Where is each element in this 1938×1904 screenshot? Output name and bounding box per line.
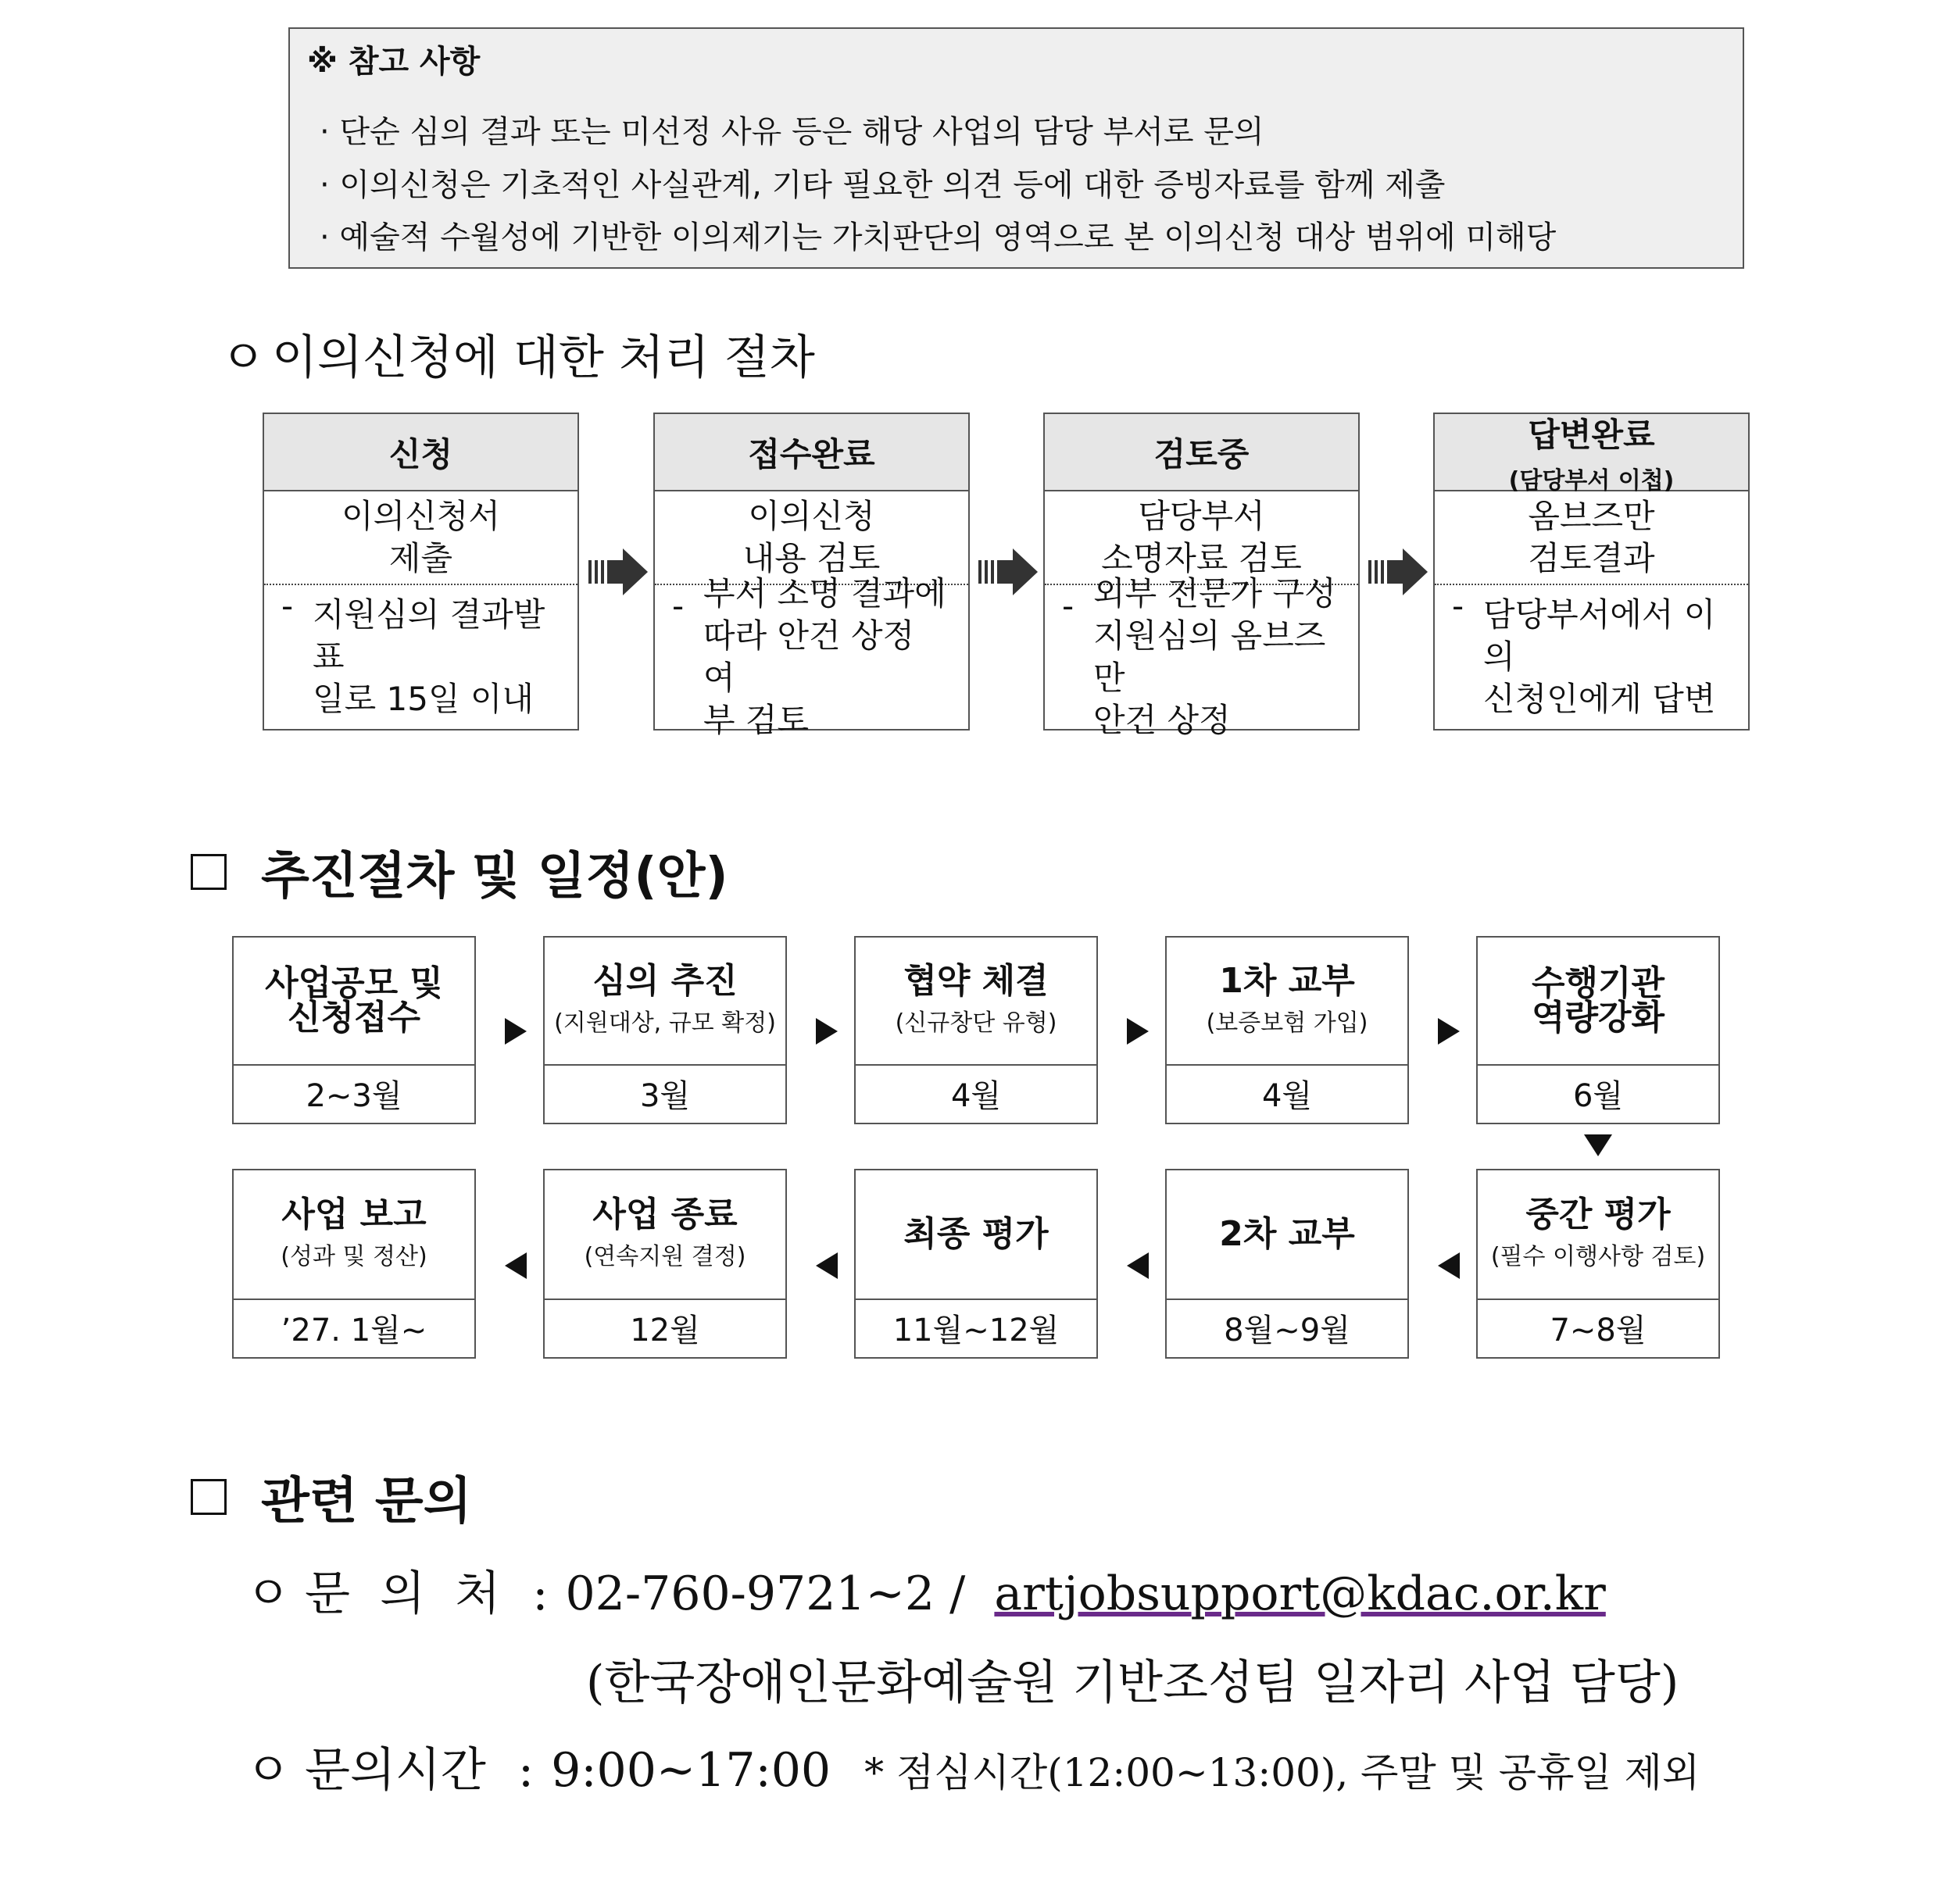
reference-title: ※ 참고 사항 — [307, 44, 481, 80]
contact-label: 문 의 처 — [305, 1566, 501, 1621]
schedule-step-title: 사업 종료 — [592, 1195, 738, 1234]
schedule-step-subtitle: (연속지원 결정) — [584, 1243, 746, 1270]
schedule-step — [854, 1169, 1098, 1359]
schedule-step — [543, 1169, 787, 1359]
triangle-left-icon — [816, 1252, 838, 1279]
schedule-step-period: ’27. 1월~ — [281, 1313, 427, 1349]
triangle-down-icon — [1584, 1134, 1612, 1156]
step-main-line: 소명자료 검토 — [1101, 539, 1302, 577]
schedule-step — [232, 936, 476, 1124]
bullet-icon: ㅇ — [245, 1566, 291, 1621]
reference-item: · 이의신청은 기초적인 사실관계, 기타 필요한 의견 등에 대한 증빙자료를 함께 제출 — [320, 167, 1446, 203]
procedure-step-apply — [263, 413, 579, 731]
contact-heading — [191, 1461, 472, 1533]
triangle-left-icon — [1127, 1252, 1149, 1279]
contact-label: 문의시간 — [305, 1743, 486, 1798]
schedule-step-header — [1478, 1170, 1718, 1300]
schedule-step-period: 2~3월 — [306, 1078, 402, 1114]
step-title: 접수완료 — [748, 434, 875, 473]
step-main — [264, 491, 577, 585]
triangle-right-icon — [1438, 1018, 1460, 1045]
triangle-right-icon — [816, 1018, 838, 1045]
schedule-step-title: 협약 체결 — [903, 961, 1049, 1001]
schedule-step-period: 7~8월 — [1550, 1313, 1647, 1349]
schedule-step-title: 2차 교부 — [1219, 1214, 1355, 1254]
step-detail-text: 지원심의 결과발표 일로 15일 이내 — [313, 595, 545, 718]
step-header — [1435, 414, 1748, 495]
step-detail — [672, 574, 954, 739]
schedule-step-subtitle: (지원대상, 규모 확정) — [554, 1009, 776, 1037]
contact-hours-note: * 점심시간(12:00~13:00), 주말 및 공휴일 제외 — [864, 1750, 1700, 1795]
schedule-step-period: 3월 — [639, 1078, 691, 1114]
schedule-step — [854, 936, 1098, 1124]
contact-hours: 9:00~17:00 — [551, 1743, 831, 1798]
step-detail-text: 외부 전문가 구성 지원심의 옴브즈만 안건 상정 — [1093, 574, 1336, 739]
schedule-step-title: 사업 보고 — [281, 1195, 427, 1234]
step-main-line: 이의신청 — [748, 497, 875, 535]
schedule-step-header — [234, 1170, 474, 1300]
schedule-step-title: 중간 평가 — [1525, 1195, 1671, 1234]
reference-box — [288, 27, 1744, 269]
step-detail — [1062, 574, 1344, 739]
step-header — [1045, 414, 1358, 491]
step-main-line: 내용 검토 — [742, 539, 881, 577]
schedule-step-period: 6월 — [1572, 1078, 1624, 1114]
procedure-step-answered — [1433, 413, 1750, 731]
procedure-heading-text: 이의신청에 대한 처리 절차 — [272, 330, 815, 385]
step-detail — [1452, 585, 1734, 729]
schedule-step-header — [1167, 938, 1407, 1066]
schedule-step-header — [234, 938, 474, 1066]
schedule-heading-text: 추진절차 및 일정(안) — [261, 848, 728, 906]
separator: : — [517, 1743, 535, 1798]
step-detail — [281, 585, 563, 729]
step-main-line: 이의신청서 — [341, 497, 500, 535]
triangle-right-icon — [1127, 1018, 1149, 1045]
schedule-step-subtitle: (성과 및 정산) — [281, 1243, 427, 1270]
step-header — [264, 414, 577, 491]
contact-email-link[interactable]: artjobsupport@kdac.or.kr — [994, 1566, 1606, 1621]
contact-phone: 02-760-9721~2 / — [565, 1566, 966, 1621]
schedule-step-title: 1차 교부 — [1219, 961, 1355, 1001]
step-title: 검토중 — [1153, 434, 1250, 473]
bullet-icon: ㅇ — [245, 1743, 291, 1798]
schedule-step-period: 8월~9월 — [1224, 1313, 1350, 1349]
schedule-step-title: 사업공모 및 신청접수 — [265, 963, 443, 1038]
schedule-step-period: 12월 — [630, 1313, 700, 1349]
dash: - — [281, 587, 294, 625]
arrow-right-icon — [588, 547, 648, 597]
step-title: 답변완료 — [1528, 415, 1655, 454]
reference-item: · 예술적 수월성에 기반한 이의제기는 가치판단의 영역으로 본 이의신청 대상 범위에 미해당 — [320, 220, 1557, 255]
dash: - — [672, 587, 685, 625]
procedure-step-reviewing — [1043, 413, 1360, 739]
reference-item: · 단순 심의 결과 또는 미선정 사유 등은 해당 사업의 담당 부서로 문의 — [320, 114, 1264, 150]
arrow-right-icon — [1368, 547, 1428, 597]
procedure-heading — [220, 320, 815, 388]
schedule-step — [543, 936, 787, 1124]
step-main-line: 옴브즈만 — [1528, 497, 1655, 535]
step-main — [1435, 491, 1748, 585]
checkbox-square-icon — [191, 1479, 227, 1515]
schedule-step — [1476, 936, 1720, 1124]
contact-line-hours — [245, 1733, 1700, 1800]
schedule-step-subtitle: (필수 이행사항 검토) — [1490, 1243, 1706, 1270]
triangle-left-icon — [1438, 1252, 1460, 1279]
schedule-step-subtitle: (보증보험 가입) — [1206, 1009, 1368, 1037]
step-main — [655, 491, 968, 585]
schedule-step-header — [1167, 1170, 1407, 1300]
contact-heading-text: 관련 문의 — [261, 1473, 472, 1531]
triangle-left-icon — [505, 1252, 527, 1279]
schedule-step-header — [856, 1170, 1096, 1300]
bullet-icon: ㅇ — [220, 330, 266, 385]
contact-org: (한국장애인문화예술원 기반조성팀 일자리 사업 담당) — [586, 1656, 1679, 1710]
schedule-step-title: 최종 평가 — [903, 1214, 1049, 1254]
step-detail-text: 부서 소명 결과에 따라 안건 상정 여 부 검토 — [703, 574, 946, 739]
step-main — [1045, 491, 1358, 585]
schedule-step — [1165, 936, 1409, 1124]
step-detail-text: 담당부서에서 이의 신청인에게 답변 — [1483, 595, 1716, 718]
contact-line-phone — [245, 1556, 1606, 1624]
schedule-step-period: 11월~12월 — [892, 1313, 1060, 1349]
arrow-right-icon — [978, 547, 1038, 597]
step-header — [655, 414, 968, 491]
schedule-step-period: 4월 — [950, 1078, 1002, 1114]
schedule-step-header — [856, 938, 1096, 1066]
checkbox-square-icon — [191, 854, 227, 890]
dash: - — [1062, 587, 1074, 625]
schedule-step-header — [545, 1170, 785, 1300]
step-main-line: 담당부서 — [1138, 497, 1265, 535]
schedule-step-header — [545, 938, 785, 1066]
step-main-line: 검토결과 — [1528, 539, 1655, 577]
step-subtitle: (담당부서 이첩) — [1508, 466, 1675, 495]
schedule-step-header — [1478, 938, 1718, 1066]
separator: : — [532, 1566, 549, 1621]
step-title: 신청 — [388, 434, 453, 473]
schedule-step — [1476, 1169, 1720, 1359]
schedule-step-subtitle: (신규창단 유형) — [895, 1009, 1057, 1037]
schedule-step-title: 수행기관 역량강화 — [1531, 963, 1664, 1038]
schedule-step-period: 4월 — [1261, 1078, 1313, 1114]
schedule-step — [1165, 1169, 1409, 1359]
schedule-step-title: 심의 추진 — [592, 961, 738, 1001]
schedule-step — [232, 1169, 476, 1359]
schedule-heading — [191, 836, 728, 908]
dash: - — [1452, 587, 1464, 625]
procedure-step-received — [653, 413, 970, 739]
step-main-line: 제출 — [388, 539, 453, 577]
triangle-right-icon — [505, 1018, 527, 1045]
